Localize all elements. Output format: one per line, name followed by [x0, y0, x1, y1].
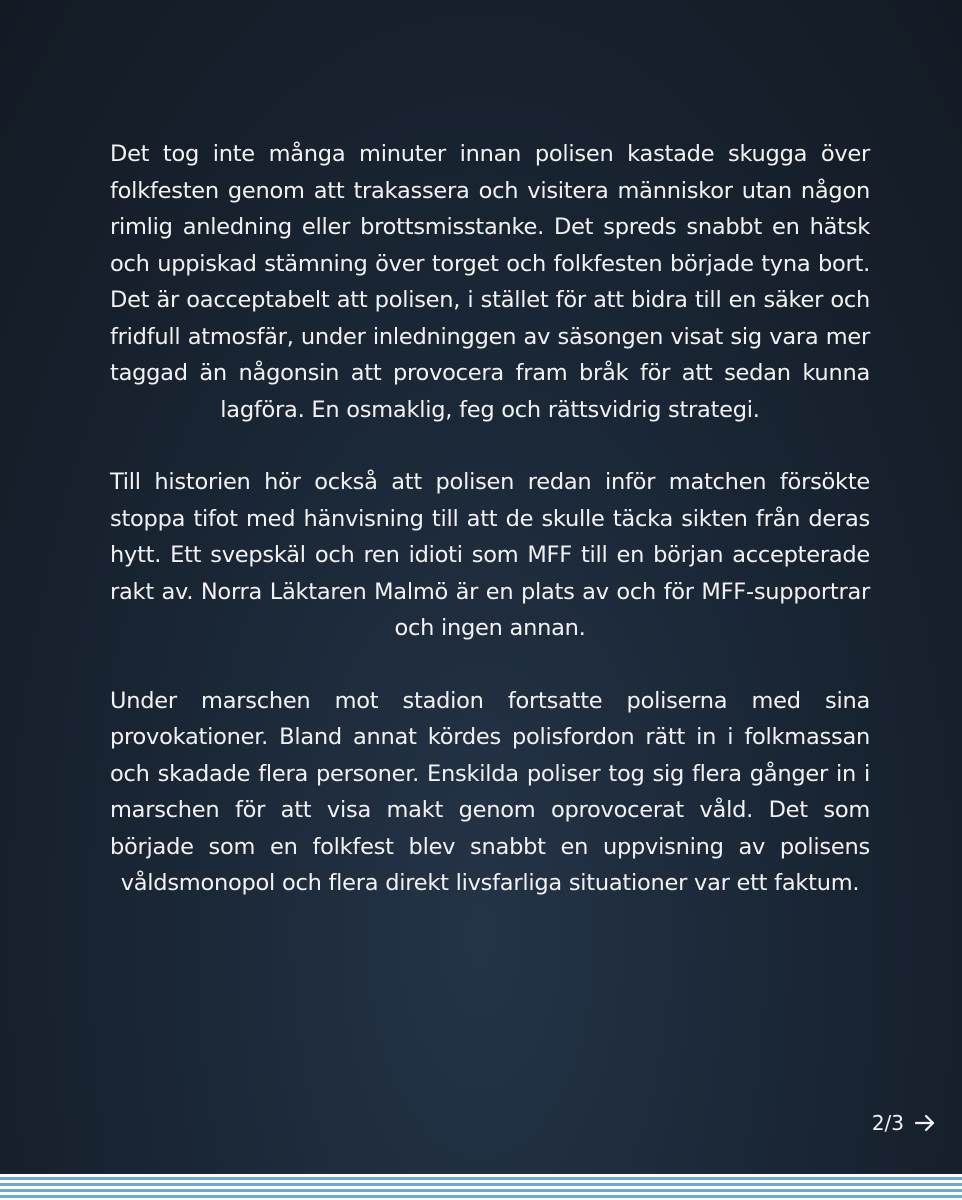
- paragraph-3: Under marschen mot stadion fortsatte poliserna med sina provokationer. Bland annat kördes polisfordon rätt in i folkmassan och skadade flera personer. Enskilda poliser tog sig flera gånger in i marschen för att visa makt genom oprovocerat våld. Det som började som en folkfest blev snabbt en uppvisning av polisens våldsmonopol och flera direkt livsfarliga situationer var ett faktum.: [110, 687, 870, 896]
- statement-text: [110, 136, 870, 902]
- page-counter: 2/3: [871, 1111, 904, 1135]
- page-indicator[interactable]: [872, 1111, 936, 1135]
- paragraph-1: Det tog inte många minuter innan polisen kastade skugga över folkfesten genom att trakassera och visitera människor utan någon rimlig anledning eller brottsmisstanke. Det spreds snabbt en hätsk och uppiskad stämning över torget och folkfesten började tyna bort. Det är oacceptabelt att polisen, i stället för att bidra till en säker och fridfull atmosfär, under inledninggen av säsongen visat sig vara mer taggad än någonsin att provocera fram bråk för att sedan kunna lagföra. En osmaklig, feg och rättsvidrig strategi.: [110, 141, 870, 423]
- striped-border: [0, 1174, 962, 1200]
- arrow-right-icon[interactable]: [914, 1114, 936, 1132]
- paragraph-2: Till historien hör också att polisen redan inför matchen försökte stoppa tifot med hänvisning till att de skulle täcka sikten från deras hytt. Ett svepskäl och ren idioti som MFF till en början accepterade rakt av. Norra Läktaren Malmö är en plats av och för MFF-supportrar och ingen annan.: [110, 469, 870, 641]
